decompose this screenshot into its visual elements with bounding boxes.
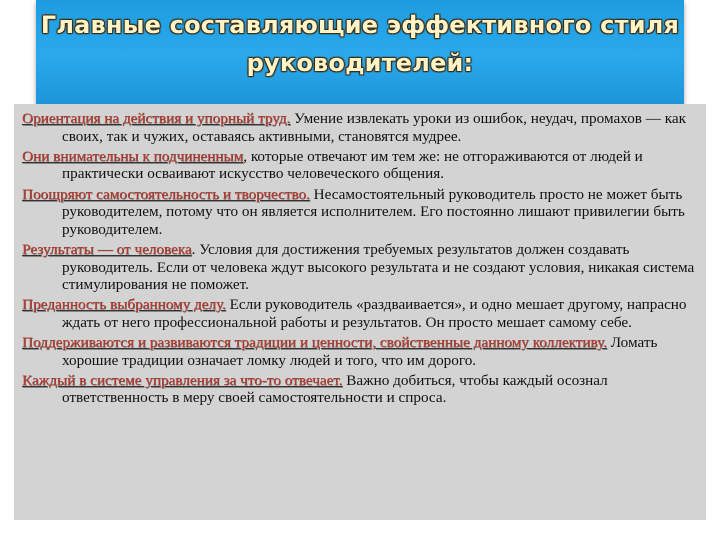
item-lead: Поощряют самостоятельность и творчество. [22,185,310,203]
title-line-2: руководителей: [246,49,474,77]
item-lead: Ориентация на действия и упорный труд. [22,110,291,127]
principles-list [14,104,706,407]
item-text: Важно добиться, чтобы каждый осознал ответственность в меру своей самостоятельности и спроса. [62,371,608,407]
title-line-1: Главные составляющие эффективного стиля [40,11,680,39]
list-item [14,148,706,183]
item-lead: Каждый в системе управления за что-то отвечает. [22,371,343,389]
list-item [14,186,706,239]
item-lead: Поддерживаются и развиваются традиции и ценности, свойственные данному коллективу. [22,334,607,352]
list-item [14,372,706,407]
list-item [14,110,706,145]
item-text: Несамостоятельный руководитель просто не может быть руководителем, потому что он является исполнителем. Его постоянно лишают привилегии быть руководителем. [62,185,685,238]
list-item [14,241,706,294]
item-lead: Результаты — от человека [22,240,192,258]
list-item [14,296,706,331]
item-text: Умение извлекать уроки из ошибок, неудач, промахов — как своих, так и чужих, оставаясь активными, становятся мудрее. [62,110,687,145]
list-item [14,334,706,369]
item-lead: Они внимательны к подчиненным [22,147,244,165]
content-panel [14,104,706,520]
item-text: Ломать хорошие традиции означает ломку людей и того, что им дорого. [62,334,658,369]
slide-title [36,6,684,82]
item-text: Если руководитель «раздваивается», и одно мешает другому, напрасно ждать от него профессиональной работы и результатов. Он просто мешает самому себе. [62,296,687,331]
item-lead: Преданность выбранному делу. [22,296,226,314]
item-text: . Условия для достижения требуемых результатов должен создавать руководитель. Если от человека ждут высокого результата и не создают условия, никакая система стимулирования не поможет. [62,240,695,294]
item-text: , которые отвечают им тем же: не отгораживаются от людей и практически осваивают искусство человеческого общения. [62,147,643,183]
